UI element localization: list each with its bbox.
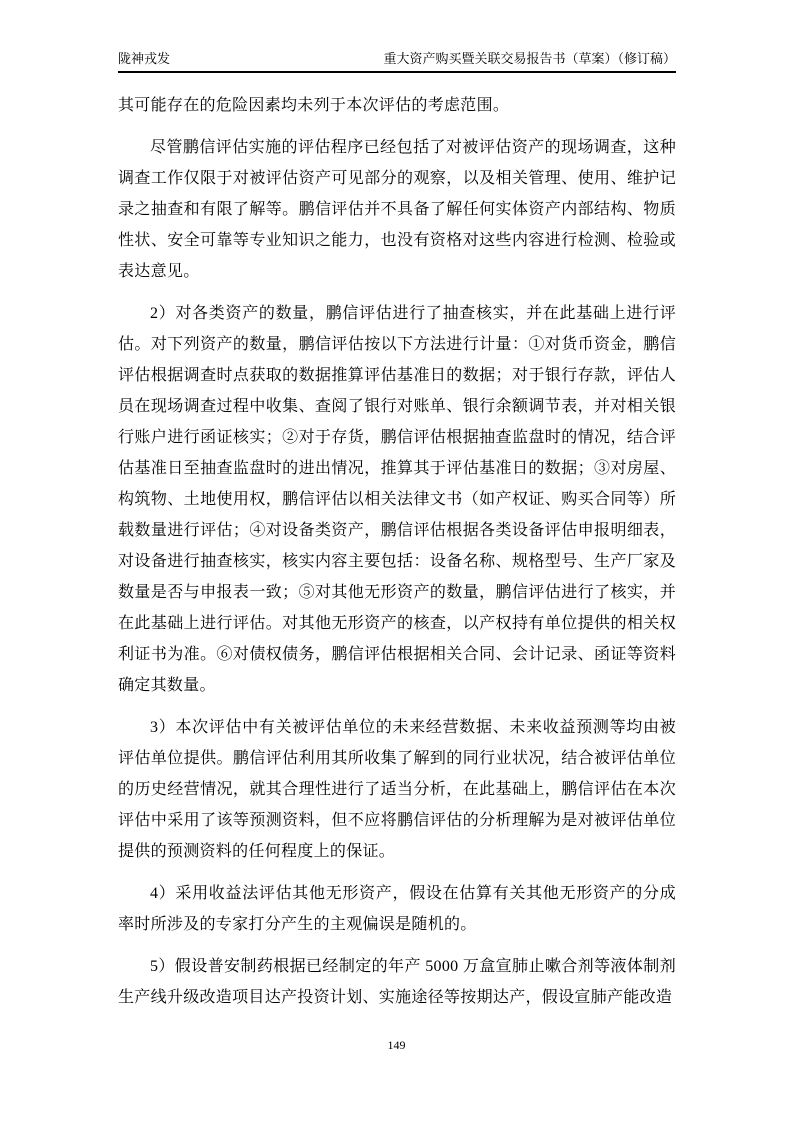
- paragraph-item-4-income-method: 4）采用收益法评估其他无形资产，假设在估算有关其他无形资产的分成率时所涉及的专家打分产生的主观偏误是随机的。: [118, 885, 676, 933]
- document-body: [118, 90, 676, 1024]
- paragraph-continuation: 其可能存在的危险因素均未列于本次评估的考虑范围。: [118, 97, 510, 114]
- page-header: [118, 50, 676, 73]
- paragraph-item-2-asset-quantities: 2）对各类资产的数量，鹏信评估进行了抽查核实，并在此基础上进行评估。对下列资产的数量，鹏信评估按以下方法进行计量：①对货币资金，鹏信评估根据调查时点获取的数据推算评估基准日的数据；对于银行存款，评估人员在现场调查过程中收集、查阅了银行对账单、银行余额调节表，并对相关银行账户进行函证核实；②对于存货，鹏信评估根据抽查监盘时的情况，结合评估基准日至抽查监盘时的进出情况，推算其于评估基准日的数据；③对房屋、构筑物、土地使用权，鹏信评估以相关法律文书（如产权证、购买合同等）所载数量进行评估；④对设备类资产，鹏信评估根据各类设备评估申报明细表，对设备进行抽查核实，核实内容主要包括：设备名称、规格型号、生产厂家及数量是否与申报表一致；⑤对其他无形资产的数量，鹏信评估进行了核实，并在此基础上进行评估。对其他无形资产的核查，以产权持有单位提供的相关权利证书为准。⑥对债权债务，鹏信评估根据相关合同、会计记录、函证等资料确定其数量。: [118, 305, 676, 694]
- paragraph-item-5-production-assumption: 5）假设普安制药根据已经制定的年产 5000 万盒宣肺止嗽合剂等液体制剂生产线升级改造项目达产投资计划、实施途径等按期达产，假设宣肺产能改造: [118, 958, 676, 1006]
- header-company-name: 陇神戎发: [118, 51, 171, 66]
- paragraph-item-3-forecast-data: 3）本次评估中有关被评估单位的未来经营数据、未来收益预测等均由被评估单位提供。鹏信评估利用其所收集了解到的同行业状况，结合被评估单位的历史经营情况，就其合理性进行了适当分析，在此基础上，鹏信评估在本次评估中采用了该等预测资料，但不应将鹏信评估的分析理解为是对被评估单位提供的预测资料的任何程度上的保证。: [118, 719, 676, 860]
- paragraph-assessment-procedure: 尽管鹏信评估实施的评估程序已经包括了对被评估资产的现场调查，这种调查工作仅限于对被评估资产可见部分的观察，以及相关管理、使用、维护记录之抽查和有限了解等。鹏信评估并不具备了解任何实体资产内部结构、物质性状、安全可靠等专业知识之能力，也没有资格对这些内容进行检测、检验或表达意见。: [118, 139, 676, 280]
- page-number: 149: [387, 1038, 406, 1052]
- page-footer: [0, 1037, 793, 1053]
- header-document-title: 重大资产购买暨关联交易报告书（草案）（修订稿）: [383, 51, 676, 66]
